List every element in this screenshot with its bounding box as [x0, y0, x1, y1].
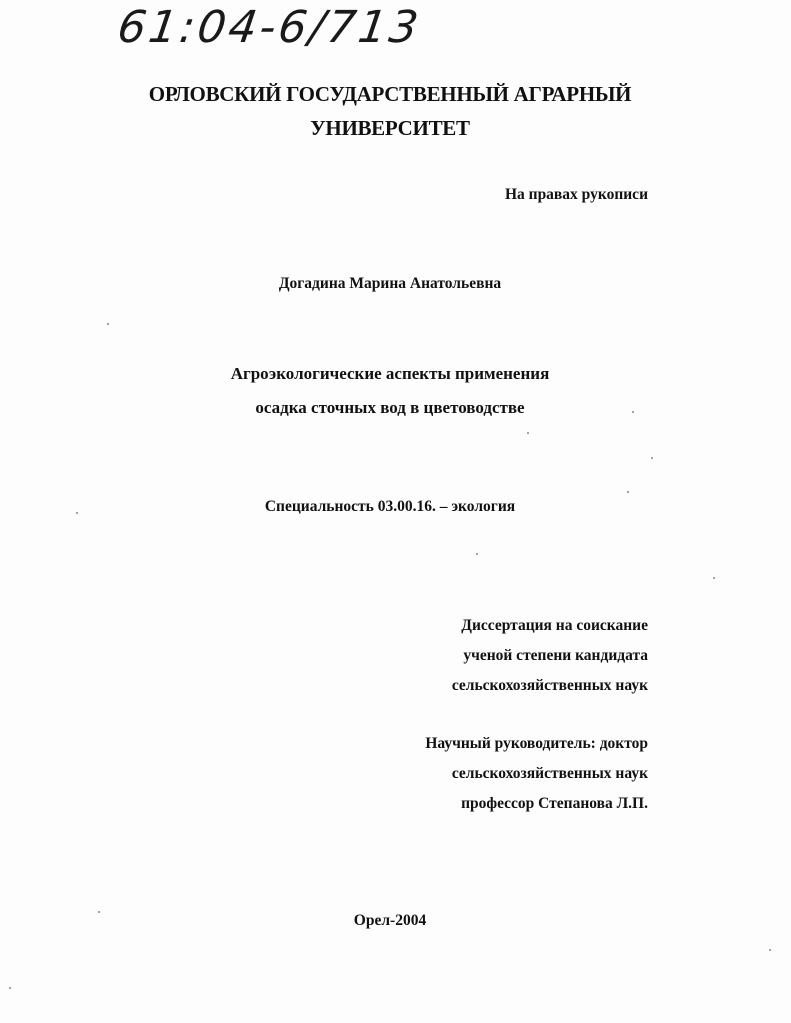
manuscript-rights-note: На правах рукописи — [504, 186, 648, 203]
scan-speck — [769, 949, 771, 951]
archive-code-handwritten: 61:04-6/713 — [114, 2, 425, 53]
university-name-line-1: ОРЛОВСКИЙ ГОСУДАРСТВЕННЫЙ АГРАРНЫЙ — [148, 82, 632, 106]
scan-speck — [527, 432, 529, 434]
dissertation-info-line-3: сельскохозяйственных наук — [451, 677, 648, 694]
scan-speck — [651, 457, 653, 459]
dissertation-title-line-2: осадка сточных вод в цветоводстве — [255, 398, 525, 417]
scan-speck — [627, 491, 629, 493]
scan-speck — [107, 323, 109, 325]
scan-speck — [9, 987, 11, 989]
dissertation-info-line-1: Диссертация на соискание — [461, 617, 648, 634]
supervisor-line-2: сельскохозяйственных наук — [451, 765, 648, 782]
supervisor-line-1: Научный руководитель: доктор — [425, 735, 648, 752]
specialty-line: Специальность 03.00.16. – экология — [264, 498, 516, 515]
scan-speck — [476, 553, 478, 555]
supervisor-line-3: профессор Степанова Л.П. — [461, 795, 648, 812]
author-name: Догадина Марина Анатольевна — [278, 275, 502, 292]
scan-speck — [98, 911, 100, 913]
scan-speck — [76, 512, 78, 514]
scan-speck — [713, 577, 715, 579]
university-name-line-2: УНИВЕРСИТЕТ — [310, 116, 470, 140]
dissertation-title-line-1: Агроэкологические аспекты применения — [230, 364, 550, 383]
dissertation-info-line-2: ученой степени кандидата — [463, 647, 648, 664]
scan-speck — [632, 411, 634, 413]
city-year: Орел-2004 — [353, 912, 427, 929]
